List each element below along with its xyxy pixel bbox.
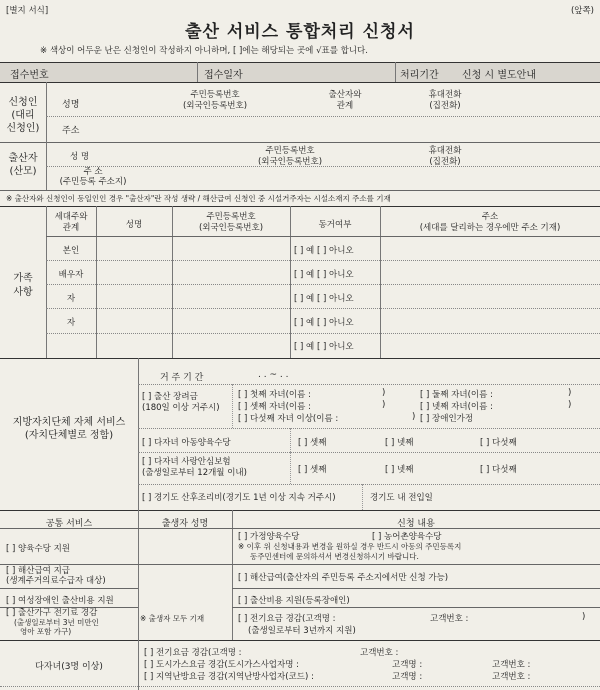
birth-grant[interactable] bbox=[142, 392, 220, 414]
instructions: ※ 색상이 어두운 난은 신청인이 작성하지 아니하며, [ ]에는 해당되는 곳에 √표를 합니다. bbox=[40, 46, 368, 56]
close-paren: ) bbox=[582, 612, 586, 622]
insurance-label: [ ] 다자녀 사랑안심보험 bbox=[142, 457, 231, 467]
line bbox=[46, 260, 600, 261]
child-1-checkbox[interactable]: [ ] 첫째 자녀(이름 : bbox=[238, 390, 311, 400]
multichild-electric-customer-no: 고객번호 : bbox=[360, 648, 399, 658]
family-col-cohab: 동거여부 bbox=[318, 220, 352, 230]
line bbox=[46, 284, 600, 285]
mother-rrn: 주민등록번호 bbox=[265, 146, 315, 156]
line bbox=[0, 640, 600, 641]
applicant-relation-label bbox=[310, 90, 380, 112]
care-allowance-support[interactable]: [ ] 양육수당 지원 bbox=[6, 544, 71, 554]
line bbox=[138, 452, 600, 453]
multichild-care-allowance[interactable]: [ ] 다자녀 아동양육수당 bbox=[142, 438, 231, 448]
multichild-title: 다자녀(3명 이상) bbox=[35, 662, 103, 672]
line bbox=[0, 528, 600, 529]
fifth-child-checkbox[interactable]: [ ] 다섯째 bbox=[480, 438, 517, 448]
line bbox=[0, 588, 138, 589]
applicant-title: 신청인 bbox=[8, 97, 38, 108]
close-paren: ) bbox=[382, 388, 386, 398]
line bbox=[46, 333, 600, 334]
applicant-rrn: 주민등록번호 bbox=[190, 90, 240, 100]
insurance-fourth-checkbox[interactable]: [ ] 넷째 bbox=[385, 465, 414, 475]
birth-grant-label: [ ] 출산 장려금 bbox=[142, 392, 198, 402]
close-paren: ) bbox=[412, 412, 416, 422]
electric-label: [ ] 출산가구 전기료 경감 bbox=[6, 608, 98, 618]
electric-sub2: 영아 포함 가구) bbox=[20, 627, 72, 636]
applicant-rrn-label bbox=[165, 90, 265, 112]
line bbox=[0, 62, 600, 63]
applicant-phone-sub: (집전화) bbox=[429, 101, 461, 111]
fourth-child-checkbox[interactable]: [ ] 넷째 bbox=[385, 438, 414, 448]
family-col-address-2: (세대를 달리하는 경우에만 주소 기재) bbox=[419, 223, 561, 233]
line bbox=[0, 142, 600, 143]
applicant-phone-label bbox=[410, 90, 480, 112]
receipt-number-label: 접수번호 bbox=[10, 70, 49, 81]
home-care-allowance[interactable]: [ ] 가정양육수당 bbox=[238, 532, 300, 542]
family-col-rrn-1: 주민등록번호 bbox=[206, 212, 256, 222]
family-row-child-1: 자 bbox=[66, 294, 76, 304]
family-cohab-child-1[interactable]: [ ] 예 [ ] 아니오 bbox=[294, 294, 354, 304]
mother-phone: 휴대전화 bbox=[428, 146, 462, 156]
line bbox=[0, 206, 600, 207]
line bbox=[0, 190, 600, 191]
family-cohab-extra[interactable]: [ ] 예 [ ] 아니오 bbox=[294, 342, 354, 352]
disabled-birth-apply[interactable]: [ ] 출산비용 지원(등록장애인) bbox=[238, 596, 350, 606]
farm-care-allowance[interactable]: [ ] 농어촌양육수당 bbox=[372, 532, 442, 542]
family-section-title bbox=[0, 272, 46, 300]
family-col-rrn-2: (외국인등록번호) bbox=[198, 223, 264, 233]
insurance-fifth-checkbox[interactable]: [ ] 다섯째 bbox=[480, 465, 517, 475]
electric-customer-no: 고객번호 : bbox=[430, 614, 469, 624]
close-paren: ) bbox=[568, 388, 572, 398]
divider bbox=[232, 384, 233, 428]
divider bbox=[138, 510, 139, 640]
family-col-address bbox=[380, 212, 600, 234]
family-title: 가족 bbox=[13, 273, 33, 284]
mother-address-label bbox=[48, 167, 138, 187]
line bbox=[232, 607, 600, 608]
divider bbox=[197, 62, 198, 82]
multichild-heat-customer-name: 고객명 : bbox=[392, 672, 423, 682]
applicant-relation: 출산자와 bbox=[328, 90, 362, 100]
mother-sub: (산모) bbox=[9, 166, 37, 177]
applicant-sub2: 신청인) bbox=[6, 123, 40, 134]
delivery-grant-sub: (생계주거의료수급자 대상) bbox=[6, 576, 106, 586]
family-col-relation-2: 관계 bbox=[62, 223, 80, 233]
line bbox=[232, 588, 600, 589]
care-note-2: 동주민센터에 문의하셔서 변경신청하시기 바랍니다. bbox=[250, 552, 419, 561]
gyeonggi-postnatal[interactable]: [ ] 경기도 산후조리비(경기도 1년 이상 지속 거주시) bbox=[142, 493, 336, 503]
multichild-city-gas[interactable]: [ ] 도시가스요금 경감(도시가스사업자명 : bbox=[144, 660, 299, 670]
receipt-date-label: 접수일자 bbox=[204, 70, 243, 81]
line bbox=[138, 384, 600, 385]
note-mother-applicant: ※ 출산자와 신청인이 동일인인 경우 "출산자"란 작성 생략 / 해산급여 신청인 중 시설거주자는 시설소재지 주소를 기재 bbox=[6, 194, 391, 203]
residence-period-dots: . . ~ . . bbox=[258, 370, 289, 380]
applicant-phone: 휴대전화 bbox=[428, 90, 462, 100]
local-title: 지방자치단체 자체 서비스 bbox=[12, 417, 126, 428]
local-title2: (자치단체별로 정함) bbox=[24, 430, 114, 441]
insurance-third-checkbox[interactable]: [ ] 셋째 bbox=[298, 465, 327, 475]
child-4-checkbox[interactable]: [ ] 넷째 자녀(이름 : bbox=[420, 402, 493, 412]
delivery-grant-apply[interactable]: [ ] 해산급여(출산자의 주민등록 주소지에서만 신청 가능) bbox=[238, 573, 449, 583]
applicant-address-label: 주소 bbox=[62, 126, 80, 136]
line bbox=[46, 236, 600, 237]
page-title: 출산 서비스 통합처리 신청서 bbox=[185, 22, 415, 42]
family-col-relation-1: 세대주와 bbox=[54, 212, 88, 222]
applicant-relation2: 관계 bbox=[336, 101, 354, 111]
third-child-checkbox[interactable]: [ ] 셋째 bbox=[298, 438, 327, 448]
all-born-note: ※ 출생자 모두 기재 bbox=[140, 614, 205, 623]
family-col-address-1: 주소 bbox=[481, 212, 499, 222]
electric-apply-sub: (출생일로부터 3년까지 지원) bbox=[248, 626, 356, 636]
mother-address-sub: (주민등록 주소지) bbox=[59, 177, 127, 187]
child-5-checkbox[interactable]: [ ] 다섯째 자녀 이상(이름 : bbox=[238, 414, 339, 424]
child-2-checkbox[interactable]: [ ] 둘째 자녀(이름 : bbox=[420, 390, 493, 400]
divider bbox=[395, 62, 396, 82]
delivery-grant-label: [ ] 해산급여 지급 bbox=[6, 566, 71, 576]
divider bbox=[232, 510, 233, 640]
family-col-rrn bbox=[172, 212, 290, 234]
line bbox=[138, 428, 600, 429]
line bbox=[46, 308, 600, 309]
mother-phone-label bbox=[410, 146, 480, 168]
multichild-electric[interactable]: [ ] 전기요금 경감(고객명 : bbox=[144, 648, 242, 658]
multichild-gas-customer-no: 고객번호 : bbox=[492, 660, 531, 670]
multichild-insurance[interactable] bbox=[142, 457, 247, 479]
close-paren: ) bbox=[382, 400, 386, 410]
local-section-title bbox=[0, 416, 138, 442]
family-cohab-self[interactable]: [ ] 예 [ ] 아니오 bbox=[294, 246, 354, 256]
multichild-gas-customer-name: 고객명 : bbox=[392, 660, 423, 670]
family-row-child-2: 자 bbox=[66, 318, 76, 328]
form-tag: [별지 서식] bbox=[6, 6, 49, 16]
electric-reduction[interactable] bbox=[6, 609, 99, 636]
line bbox=[0, 510, 600, 511]
processing-period-value: 신청 시 별도안내 bbox=[462, 70, 536, 81]
page-side-label: (앞쪽) bbox=[570, 6, 594, 16]
line bbox=[46, 116, 600, 117]
family-col-name: 성명 bbox=[125, 220, 143, 230]
applicant-section-title bbox=[0, 96, 46, 135]
applicant-rrn-sub: (외국인등록번호) bbox=[182, 101, 248, 111]
line bbox=[0, 564, 600, 565]
family-title2: 사항 bbox=[13, 287, 33, 298]
close-paren: ) bbox=[568, 400, 572, 410]
mother-title: 출산자 bbox=[8, 153, 38, 164]
line bbox=[138, 484, 600, 485]
child-3-checkbox[interactable]: [ ] 셋째 자녀(이름 : bbox=[238, 402, 311, 412]
line bbox=[0, 82, 600, 83]
disabled-birth-support[interactable]: [ ] 여성장애인 출산비용 지원 bbox=[6, 596, 114, 606]
family-row-spouse: 배우자 bbox=[58, 270, 84, 280]
line bbox=[0, 686, 600, 687]
divider bbox=[362, 484, 363, 510]
common-col-apply: 신청 내용 bbox=[397, 519, 435, 529]
mother-name-label: 성 명 bbox=[70, 152, 90, 162]
residence-period-label: 거 주 기 간 bbox=[160, 373, 204, 383]
mother-phone-sub: (집전화) bbox=[429, 157, 461, 167]
mother-address: 주 소 bbox=[83, 167, 103, 177]
mother-rrn-sub: (외국인등록번호) bbox=[257, 157, 323, 167]
common-col-service: 공통 서비스 bbox=[45, 519, 93, 529]
mother-rrn-label bbox=[240, 146, 340, 168]
disabled-family-checkbox[interactable]: [ ] 장애인가정 bbox=[420, 414, 474, 424]
divider bbox=[290, 428, 291, 452]
divider bbox=[138, 640, 139, 690]
insurance-sub: (출생일로부터 12개월 이내) bbox=[142, 468, 247, 478]
divider bbox=[290, 452, 291, 484]
applicant-name-label: 성명 bbox=[62, 100, 80, 110]
family-col-relation bbox=[46, 212, 96, 234]
family-cohab-child-2[interactable]: [ ] 예 [ ] 아니오 bbox=[294, 318, 354, 328]
delivery-grant[interactable] bbox=[6, 566, 106, 586]
divider bbox=[46, 82, 47, 142]
electric-apply[interactable]: [ ] 전기요금 경감(고객명 : bbox=[238, 614, 336, 624]
gyeonggi-move-in-date: 경기도 내 전입일 bbox=[370, 493, 433, 503]
common-col-child: 출생자 성명 bbox=[161, 519, 209, 529]
multichild-heat-customer-no: 고객번호 : bbox=[492, 672, 531, 682]
family-row-self: 본인 bbox=[62, 246, 80, 256]
multichild-district-heating[interactable]: [ ] 지역난방요금 경감(지역난방사업자(코드) : bbox=[144, 672, 314, 682]
mother-section-title bbox=[0, 152, 46, 178]
care-note-1: ※ 이후 위 신청내용과 변경을 원하실 경우 반드시 아동의 주민등록지 bbox=[238, 542, 462, 551]
line bbox=[0, 358, 600, 359]
electric-sub: (출생일로부터 3년 미만인 bbox=[14, 618, 99, 627]
birth-grant-sub: (180일 이상 거주시) bbox=[142, 403, 220, 413]
processing-period-label: 처리기간 bbox=[400, 70, 439, 81]
divider bbox=[138, 358, 139, 510]
applicant-sub: (대리 bbox=[11, 110, 35, 121]
family-cohab-spouse[interactable]: [ ] 예 [ ] 아니오 bbox=[294, 270, 354, 280]
